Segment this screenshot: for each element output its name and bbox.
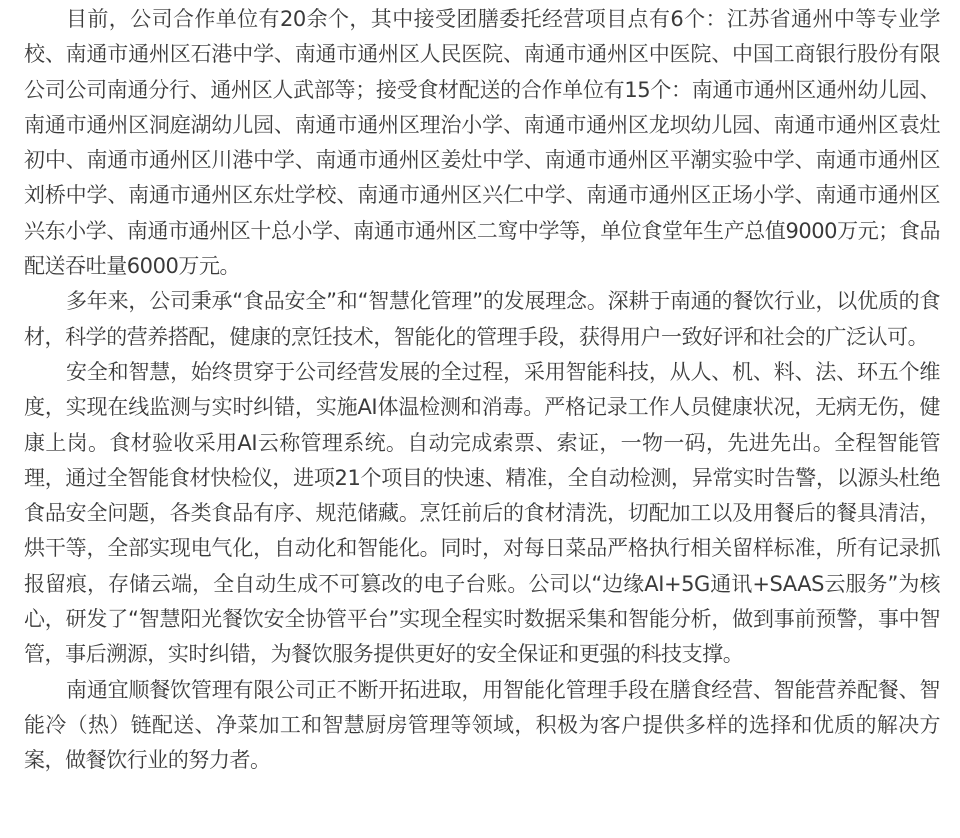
paragraph-philosophy: 多年来，公司秉承“食品安全”和“智慧化管理”的发展理念。深耕于南通的餐饮行业，以优质的食材，科学的营养搭配，健康的烹饪技术，智能化的管理手段，获得用户一致好评和社会的广泛认可。 — [24, 289, 940, 349]
paragraph-closing: 南通宜顺餐饮管理有限公司正不断开拓进取，用智能化管理手段在膳食经营、智能营养配餐、智能冷（热）链配送、净菜加工和智慧厨房管理等领域，积极为客户提供多样的选择和优质的解决方案，做餐饮行业的努力者。 — [24, 677, 940, 773]
paragraph-safety-smart: 安全和智慧，始终贯穿于公司经营发展的全过程，采用智能科技，从人、机、料、法、环五个维度，实现在线监测与实时纠错，实施AI体温检测和消毒。严格记录工作人员健康状况，无病无伤，健康上岗。食材验收采用AI云称管理系统。自动完成索票、索证，一物一码，先进先出。全程智能管理，通过全智能食材快检仪，进项21个项目的快速、精准，全自动检测，异常实时告警，以源头杜绝食品安全问题，各类食品有序、规范储藏。烹饪前后的食材清洗，切配加工以及用餐后的餐具清洁，烘干等，全部实现电气化，自动化和智能化。同时，对每日菜品严格执行相关留样标准，所有记录抓报留痕，存储云端，全自动生成不可篡改的电子台账。公司以“边缘AI+5G通讯+SAAS云服务”为核心，研发了“智慧阳光餐饮安全协管平台”实现全程实时数据采集和智能分析，做到事前预警，事中智管，事后溯源，实时纠错，为餐饮服务提供更好的安全保证和更强的科技支撑。 — [24, 359, 940, 667]
paragraph-partners: 目前，公司合作单位有20余个，其中接受团膳委托经营项目点有6个：江苏省通州中等专业学校、南通市通州区石港中学、南通市通州区人民医院、南通市通州区中医院、中国工商银行股份有限公司公司南通分行、通州区人武部等；接受食材配送的合作单位有15个：南通市通州区通州幼儿园、南通市通州区洞庭湖幼儿园、南通市通州区理治小学、南通市通州区龙坝幼儿园、南通市通州区袁灶初中、南通市通州区川港中学、南通市通州区姜灶中学、南通市通州区平潮实验中学、南通市通州区刘桥中学、南通市通州区东灶学校、南通市通州区兴仁中学、南通市通州区正场小学、南通市通州区兴东小学、南通市通州区十总小学、南通市通州区二窎中学等，单位食堂年生产总值9000万元；食品配送吞吐量6000万元。 — [24, 7, 940, 279]
